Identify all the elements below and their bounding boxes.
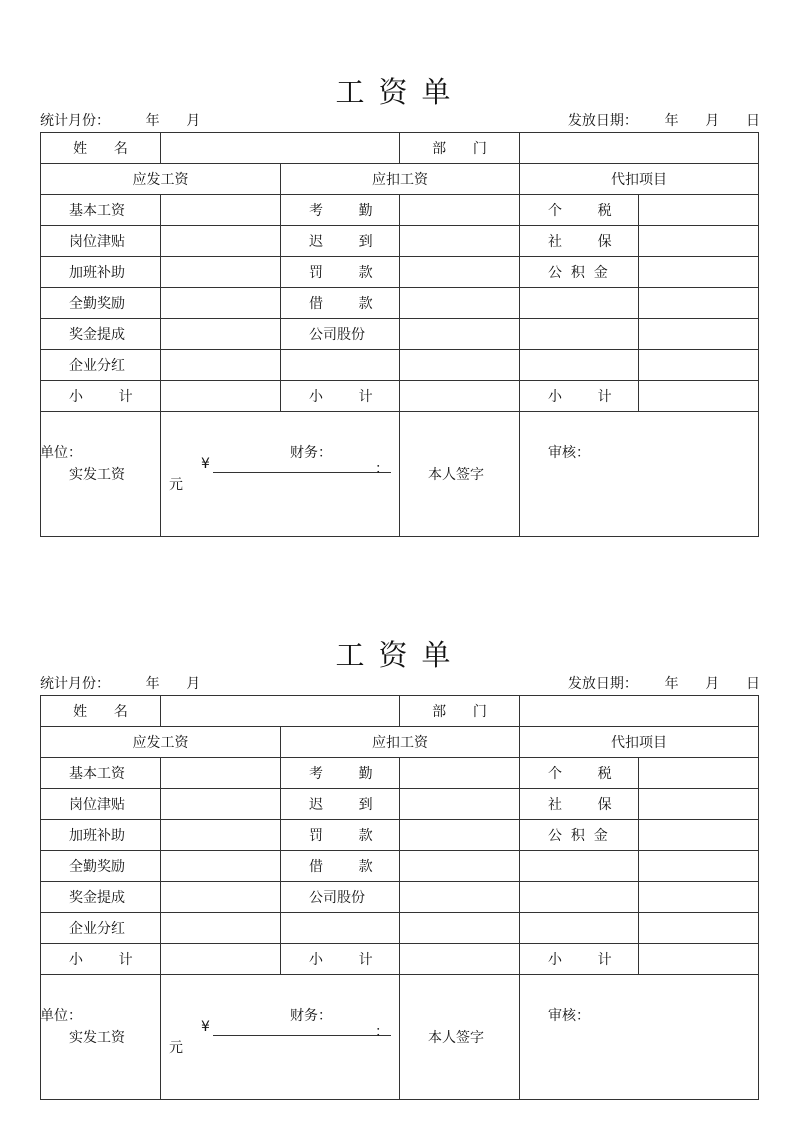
deduct-item-value[interactable] [400, 913, 520, 944]
withhold-item-label: 社 保 [520, 789, 639, 820]
withhold-item-value[interactable] [639, 758, 759, 789]
amount-colon: ： [375, 461, 389, 477]
payable-item-label: 企业分红 [41, 913, 161, 944]
net-pay-label: 实发工资 [41, 975, 161, 1100]
table-row [41, 913, 759, 944]
issue-date-label: 发放日期： 年 月 日 [567, 676, 760, 692]
deduct-item-label: 公司股份 [281, 882, 400, 913]
payable-item-value[interactable] [161, 913, 281, 944]
deduct-item-label: 借 款 [281, 851, 400, 882]
yuan-unit: 元 [169, 1040, 183, 1056]
name-field[interactable] [161, 696, 400, 727]
deduct-item-value[interactable] [400, 257, 520, 288]
deduct-item-label [281, 350, 400, 381]
payable-item-value[interactable] [161, 882, 281, 913]
withhold-item-value[interactable] [639, 350, 759, 381]
withhold-item-label: 个 税 [520, 195, 639, 226]
finance-label: 财务： [290, 1008, 332, 1024]
deduct-item-value[interactable] [400, 288, 520, 319]
yen-symbol: ¥ [201, 1019, 210, 1035]
table-row [41, 195, 759, 226]
deduct-item-label: 罚 款 [281, 820, 400, 851]
withhold-item-value[interactable] [639, 319, 759, 350]
net-pay-amount-field[interactable] [161, 975, 400, 1100]
dept-label: 部 门 [400, 133, 520, 164]
table-row [41, 944, 759, 975]
payable-item-value[interactable] [161, 288, 281, 319]
subtotal-label: 小 计 [41, 944, 161, 975]
payable-item-value[interactable] [161, 195, 281, 226]
deduct-item-value[interactable] [400, 789, 520, 820]
subtotal-label: 小 计 [281, 944, 400, 975]
subtotal-label: 小 计 [281, 381, 400, 412]
table-row [41, 882, 759, 913]
payable-item-value[interactable] [161, 820, 281, 851]
slip-title: 工资单 [335, 75, 465, 109]
name-label: 姓 名 [41, 696, 161, 727]
name-label: 姓 名 [41, 133, 161, 164]
deduct-item-value[interactable] [400, 758, 520, 789]
payable-subtotal-value[interactable] [161, 381, 281, 412]
net-pay-amount-field[interactable] [161, 412, 400, 537]
dept-field[interactable] [520, 696, 759, 727]
deduct-item-value[interactable] [400, 851, 520, 882]
section-payable: 应发工资 [41, 164, 281, 195]
withhold-item-value[interactable] [639, 257, 759, 288]
subtotal-label: 小 计 [41, 381, 161, 412]
audit-label: 审核： [548, 445, 590, 461]
amount-underline [213, 1035, 391, 1036]
deduct-item-label [281, 913, 400, 944]
withhold-subtotal-value[interactable] [639, 944, 759, 975]
payable-item-label: 全勤奖励 [41, 288, 161, 319]
deduct-item-value[interactable] [400, 820, 520, 851]
table-row [41, 319, 759, 350]
withhold-item-value[interactable] [639, 288, 759, 319]
dept-field[interactable] [520, 133, 759, 164]
payable-item-value[interactable] [161, 319, 281, 350]
amount-underline [213, 472, 391, 473]
subtotal-label: 小 计 [520, 944, 639, 975]
withhold-item-label: 个 税 [520, 758, 639, 789]
signature-label: 本人签字 [400, 412, 520, 537]
table-row [41, 226, 759, 257]
amount-colon: ： [375, 1024, 389, 1040]
stat-month-label: 统计月份： 年 月 [40, 113, 201, 129]
payable-item-label: 岗位津贴 [41, 226, 161, 257]
deduct-subtotal-value[interactable] [400, 381, 520, 412]
unit-label: 单位： [40, 445, 82, 461]
payable-item-label: 全勤奖励 [41, 851, 161, 882]
payable-item-label: 岗位津贴 [41, 789, 161, 820]
unit-label: 单位： [40, 1008, 82, 1024]
withhold-item-value[interactable] [639, 789, 759, 820]
withhold-item-value[interactable] [639, 851, 759, 882]
name-field[interactable] [161, 133, 400, 164]
deduct-item-label: 公司股份 [281, 319, 400, 350]
audit-label: 审核： [548, 1008, 590, 1024]
deduct-item-label: 迟 到 [281, 789, 400, 820]
deduct-subtotal-value[interactable] [400, 944, 520, 975]
withhold-item-label [520, 350, 639, 381]
payable-item-label: 基本工资 [41, 758, 161, 789]
section-withhold: 代扣项目 [520, 727, 759, 758]
payable-item-value[interactable] [161, 851, 281, 882]
finance-label: 财务： [290, 445, 332, 461]
deduct-item-label: 迟 到 [281, 226, 400, 257]
withhold-item-label: 公 积 金 [520, 257, 639, 288]
payslip-top [0, 74, 800, 514]
payable-item-label: 基本工资 [41, 195, 161, 226]
deduct-item-label: 罚 款 [281, 257, 400, 288]
subtotal-label: 小 计 [520, 381, 639, 412]
payable-item-label: 企业分红 [41, 350, 161, 381]
yen-symbol: ¥ [201, 456, 210, 472]
payable-item-value[interactable] [161, 350, 281, 381]
net-pay-label: 实发工资 [41, 412, 161, 537]
table-row [41, 350, 759, 381]
table-row [41, 257, 759, 288]
stat-month-label: 统计月份： 年 月 [40, 676, 201, 692]
deduct-item-label: 借 款 [281, 288, 400, 319]
section-payable: 应发工资 [41, 727, 281, 758]
yuan-unit: 元 [169, 477, 183, 493]
withhold-item-value[interactable] [639, 882, 759, 913]
deduct-item-value[interactable] [400, 195, 520, 226]
section-withhold: 代扣项目 [520, 164, 759, 195]
withhold-item-label [520, 882, 639, 913]
payslip-table [40, 695, 759, 1100]
payable-subtotal-value[interactable] [161, 944, 281, 975]
withhold-item-label: 社 保 [520, 226, 639, 257]
withhold-item-value[interactable] [639, 226, 759, 257]
payslip-table [40, 132, 759, 537]
deduct-item-value[interactable] [400, 319, 520, 350]
signature-label: 本人签字 [400, 975, 520, 1100]
payable-item-value[interactable] [161, 226, 281, 257]
payable-item-label: 加班补助 [41, 257, 161, 288]
slip-title: 工资单 [335, 638, 465, 672]
dept-label: 部 门 [400, 696, 520, 727]
deduct-item-value[interactable] [400, 882, 520, 913]
withhold-item-value[interactable] [639, 195, 759, 226]
table-row [41, 381, 759, 412]
table-row [41, 758, 759, 789]
deduct-item-value[interactable] [400, 350, 520, 381]
deduct-item-label: 考 勤 [281, 758, 400, 789]
withhold-item-value[interactable] [639, 913, 759, 944]
section-deduct: 应扣工资 [281, 164, 520, 195]
withhold-item-label: 公 积 金 [520, 820, 639, 851]
payable-item-value[interactable] [161, 758, 281, 789]
issue-date-label: 发放日期： 年 月 日 [567, 113, 760, 129]
table-row [41, 851, 759, 882]
section-deduct: 应扣工资 [281, 727, 520, 758]
withhold-item-label [520, 319, 639, 350]
withhold-item-value[interactable] [639, 820, 759, 851]
payslip-bottom [0, 637, 800, 1077]
payable-item-value[interactable] [161, 257, 281, 288]
deduct-item-value[interactable] [400, 226, 520, 257]
payable-item-label: 加班补助 [41, 820, 161, 851]
withhold-item-label [520, 913, 639, 944]
payable-item-value[interactable] [161, 789, 281, 820]
deduct-item-label: 考 勤 [281, 195, 400, 226]
table-row [41, 820, 759, 851]
payable-item-label: 奖金提成 [41, 319, 161, 350]
withhold-item-label [520, 851, 639, 882]
withhold-item-label [520, 288, 639, 319]
withhold-subtotal-value[interactable] [639, 381, 759, 412]
payable-item-label: 奖金提成 [41, 882, 161, 913]
table-row [41, 288, 759, 319]
signature-field[interactable] [520, 975, 759, 1100]
signature-field[interactable] [520, 412, 759, 537]
table-row [41, 789, 759, 820]
